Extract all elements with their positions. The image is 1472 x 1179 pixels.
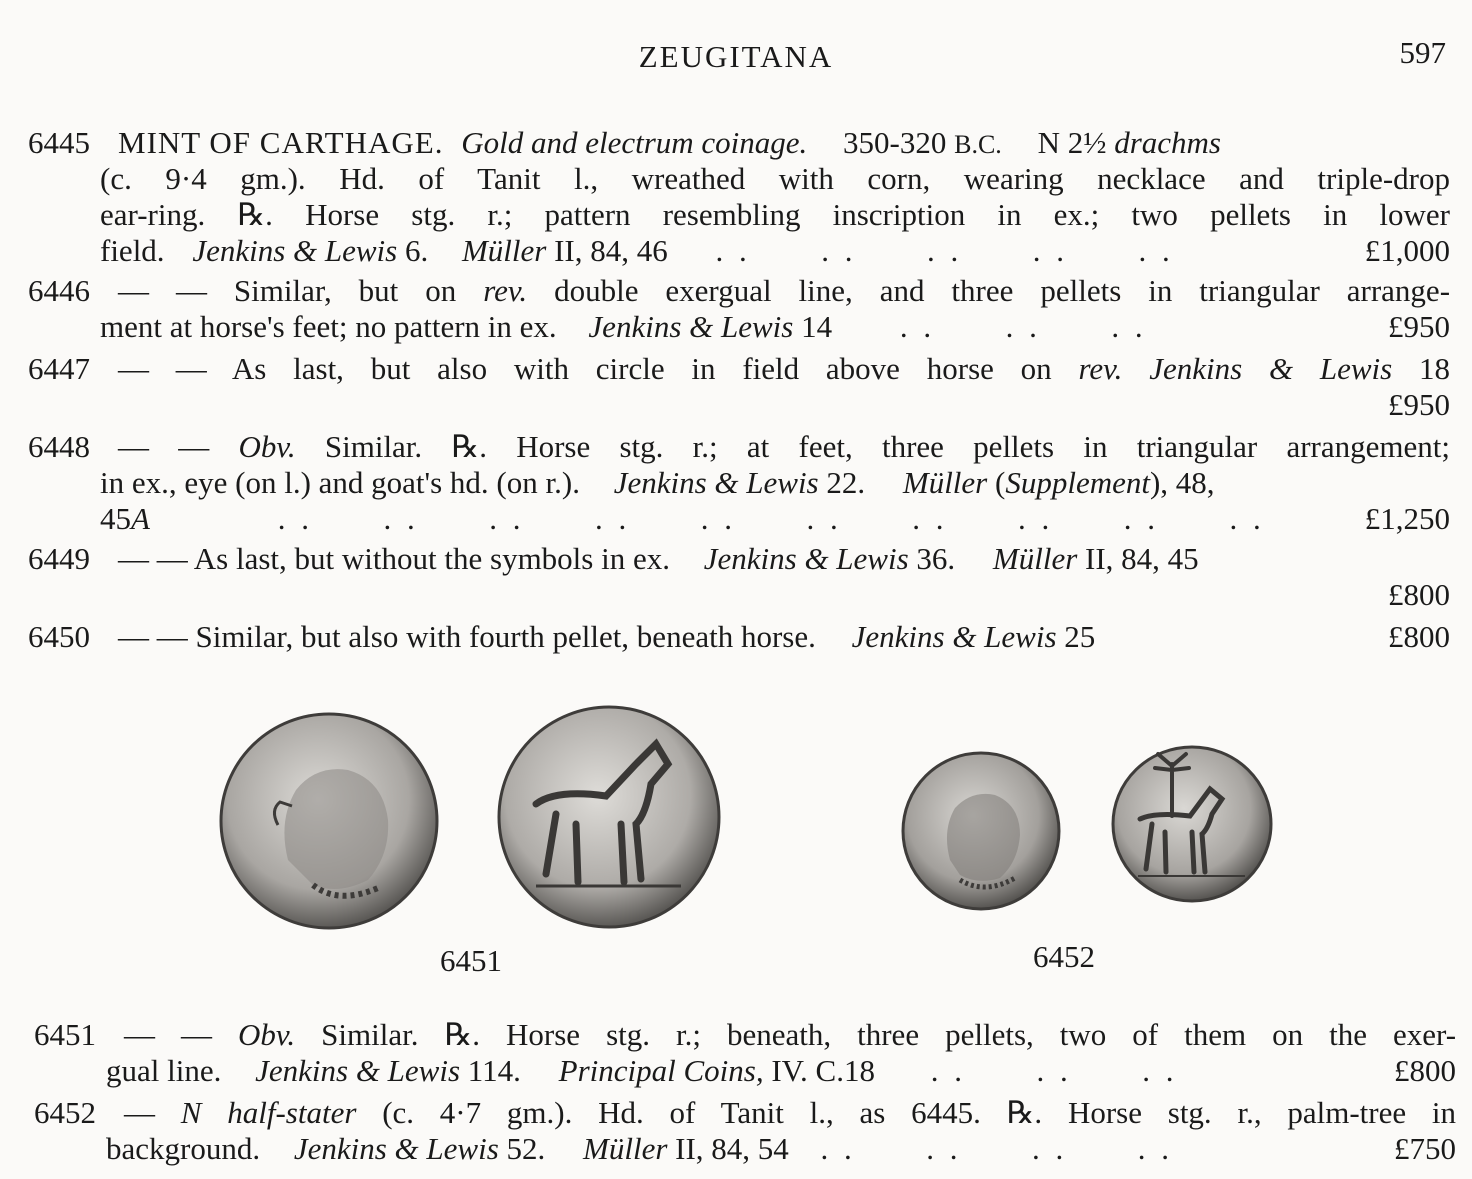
reverse-label: rev. <box>483 273 528 308</box>
description-text: double exergual line, and three pellets in triangular arrange- <box>554 273 1451 308</box>
price: £800 <box>1388 619 1450 654</box>
catalogue-entry-6446 <box>28 273 1451 346</box>
reference-number: 18 <box>1419 351 1451 386</box>
leader-dots: . . . . . . <box>930 1053 1178 1088</box>
obverse-label: Obv. <box>238 1017 296 1052</box>
entry-number: 6445 <box>28 125 90 160</box>
page-title: ZEUGITANA <box>638 39 834 74</box>
description-text: — — As last, but without the symbols in ex. <box>118 541 670 576</box>
description-text: — — Similar, but also with fourth pellet, beneath horse. <box>118 619 816 654</box>
price: £950 <box>1388 387 1450 422</box>
reference-suffix: A <box>131 501 150 536</box>
reference-author: Jenkins & Lewis <box>703 541 909 576</box>
reference-number: 36. <box>916 541 956 576</box>
description-text: in ex., eye (on l.) and goat's hd. (on r.). <box>100 465 580 500</box>
coin-6451-obverse-image <box>218 710 440 932</box>
reverse-label: rev. <box>1078 351 1123 386</box>
price: £950 <box>1388 309 1450 344</box>
reference-paren: ( <box>995 465 1006 500</box>
reference-number: ), 48, <box>1149 465 1215 500</box>
catalogue-entry-6452 <box>34 1095 1456 1168</box>
reference-author: Jenkins & Lewis <box>851 619 1057 654</box>
reference-number: 22. <box>826 465 866 500</box>
entry-number: 6452 <box>34 1095 96 1130</box>
reference-title: Principal Coins, <box>558 1053 764 1088</box>
description-text: — — As last, but also with circle in field above horse on <box>118 351 1052 386</box>
catalogue-entry-6451 <box>34 1017 1457 1090</box>
plate-caption-6451: 6451 <box>440 943 502 978</box>
description-text: Similar. ℞. Horse stg. r.; beneath, three pellets, two of them on the exer- <box>321 1017 1457 1052</box>
entry-number: 6449 <box>28 541 90 576</box>
entry-heading: MINT OF CARTHAGE. <box>118 125 444 160</box>
metal-denomination: N 2½ <box>1037 125 1107 160</box>
reference-number: 14 <box>801 309 833 344</box>
price: £1,250 <box>1364 501 1450 536</box>
leader-dots: . . . . . . . . . . <box>715 233 1174 268</box>
description-text: — — <box>124 1017 213 1052</box>
leader-dots: . . . . . . <box>899 309 1147 344</box>
entry-subheading: Gold and electrum coinage. <box>461 125 808 160</box>
description-text: field. <box>100 233 165 268</box>
reference-author: Jenkins & Lewis <box>293 1131 499 1166</box>
description-text: background. <box>106 1131 261 1166</box>
reference-author: Jenkins & Lewis <box>613 465 819 500</box>
entry-number: 6448 <box>28 429 90 464</box>
plate-caption-6452: 6452 <box>1033 939 1095 974</box>
coin-6452-obverse-image <box>900 750 1062 912</box>
coin-6451-reverse-image <box>496 704 722 930</box>
description-text: Similar. ℞. Horse stg. r.; at feet, three pellets in triangular arrangement; <box>324 429 1450 464</box>
price: £750 <box>1394 1131 1456 1166</box>
leader-dots: . . . . . . . . <box>820 1131 1174 1166</box>
era-label: B.C. <box>954 130 1002 159</box>
reference-number: 52. <box>506 1131 546 1166</box>
catalogue-entry-6447 <box>28 351 1451 424</box>
obverse-label: Obv. <box>238 429 296 464</box>
description-text: (c. 4·7 gm.). Hd. of Tanit l., as 6445. ℞. Horse stg. r., palm-tree in <box>382 1095 1456 1130</box>
description-line: (c. 9·4 gm.). Hd. of Tanit l., wreathed with corn, wearing necklace and triple-drop <box>100 161 1450 196</box>
entry-number: 6446 <box>28 273 90 308</box>
description-text: — — <box>118 429 210 464</box>
date-range: 350-320 <box>843 125 947 160</box>
coin-6452-reverse-image <box>1110 744 1274 904</box>
leader-dots: . . . . . . . . . . . . . . . . . . . . <box>277 501 1265 536</box>
reference-author: Müller <box>583 1131 668 1166</box>
description-text: gual line. <box>106 1053 222 1088</box>
reference-number: 45 <box>100 501 131 536</box>
reference-author: Jenkins & Lewis <box>1149 351 1393 386</box>
reference-number: 114. <box>467 1053 521 1088</box>
reference-author: Müller <box>902 465 988 500</box>
reference-number: IV. C.18 <box>771 1053 875 1088</box>
description-text: — <box>124 1095 155 1130</box>
catalogue-entry-6450 <box>28 619 1450 656</box>
description-line: ear-ring. ℞. Horse stg. r.; pattern resembling inscription in ex.; two pellets in lower <box>100 197 1450 232</box>
entry-number: 6450 <box>28 619 90 654</box>
catalogue-entry-6449 <box>28 541 1450 614</box>
catalogue-entry-6445 <box>28 125 1450 270</box>
reference-author: Jenkins & Lewis <box>255 1053 461 1088</box>
price: £800 <box>1388 577 1450 612</box>
reference-number: 25 <box>1064 619 1096 654</box>
denomination-label: N half-stater <box>180 1095 357 1130</box>
reference-number: 6. <box>404 233 429 268</box>
reference-author: Jenkins & Lewis <box>192 233 398 268</box>
page-number: 597 <box>1399 35 1446 70</box>
reference-title: Supplement <box>1005 465 1150 500</box>
reference-number: II, 84, 46 <box>554 233 668 268</box>
reference-number: II, 84, 54 <box>675 1131 789 1166</box>
description-text: — — Similar, but on <box>118 273 457 308</box>
price: £1,000 <box>1364 233 1450 268</box>
reference-number: II, 84, 45 <box>1085 541 1199 576</box>
reference-author: Jenkins & Lewis <box>588 309 794 344</box>
entry-number: 6451 <box>34 1017 96 1052</box>
entry-number: 6447 <box>28 351 90 386</box>
description-text: ment at horse's feet; no pattern in ex. <box>100 309 557 344</box>
price: £800 <box>1394 1053 1456 1088</box>
catalogue-entry-6448 <box>28 429 1450 538</box>
denomination-label: drachms <box>1114 125 1221 160</box>
reference-author: Müller <box>992 541 1078 576</box>
reference-author: Müller <box>461 233 547 268</box>
